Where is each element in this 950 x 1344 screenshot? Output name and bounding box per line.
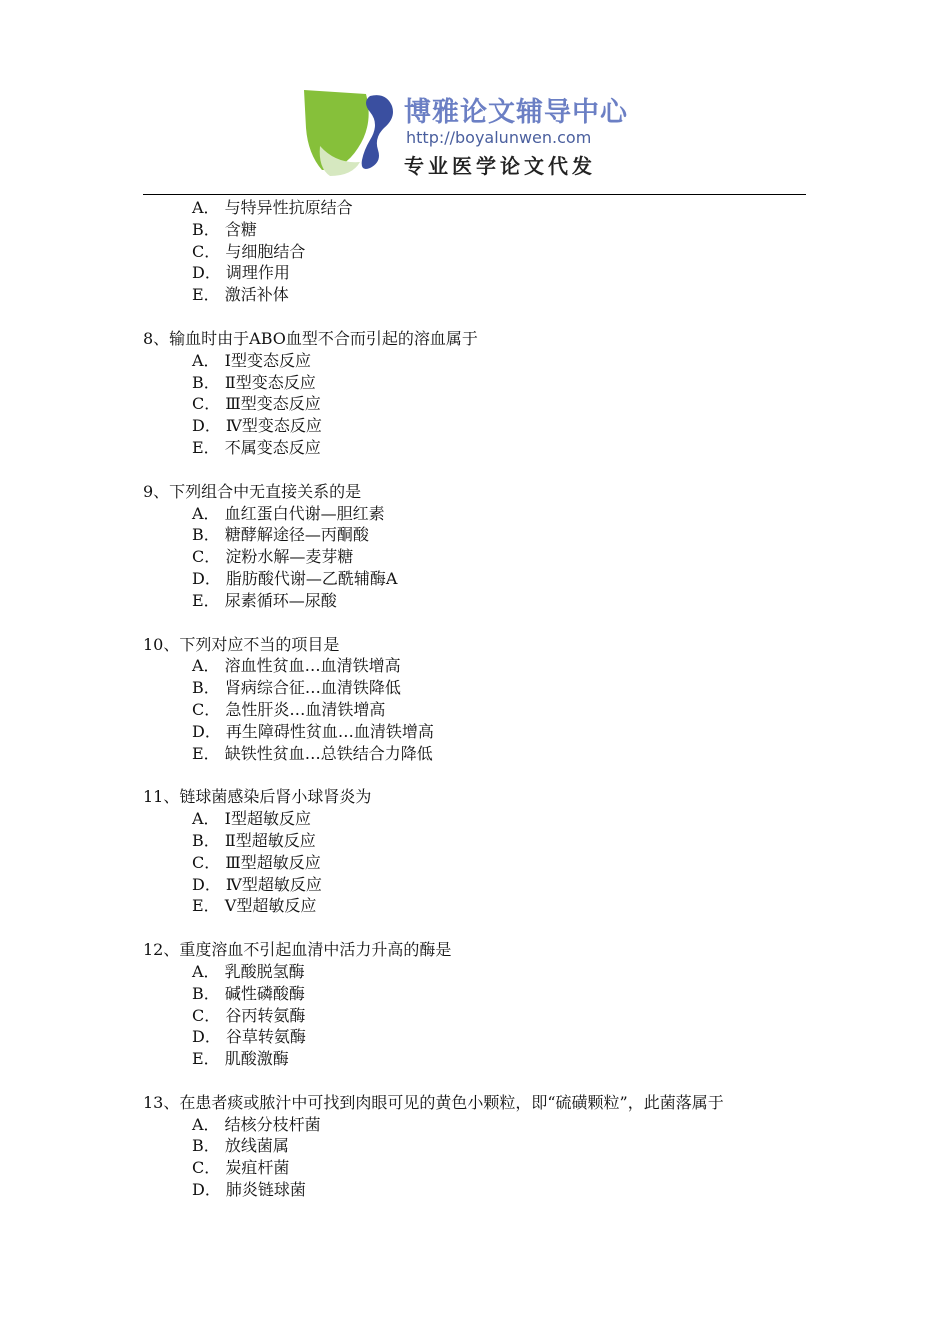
brand-name: 博雅论文辅导中心 <box>404 97 628 128</box>
option-d: D． 脂肪酸代谢—乙酰辅酶A <box>192 568 398 588</box>
option-a: A． 溶血性贫血…血清铁增高 <box>192 656 401 676</box>
option-d: D． 肺炎链球菌 <box>192 1180 306 1200</box>
header-divider <box>143 194 806 195</box>
question-11 <box>143 786 808 917</box>
option-b: B． 碱性磷酸酶 <box>192 983 305 1003</box>
question-9 <box>143 481 808 612</box>
option-b: B． 糖酵解途径—丙酮酸 <box>192 525 369 545</box>
question-12 <box>143 939 808 1070</box>
option-b: B． Ⅱ型超敏反应 <box>192 830 316 850</box>
option-b: B． 含糖 <box>192 219 257 239</box>
question-10 <box>143 634 808 765</box>
question-stem: 11、链球菌感染后肾小球肾炎为 <box>143 787 372 807</box>
option-e: E． Ⅴ型超敏反应 <box>192 896 317 916</box>
option-e: E． 缺铁性贫血…总铁结合力降低 <box>192 743 433 763</box>
brand-url[interactable]: http://boyalunwen.com <box>406 128 592 147</box>
option-e: E． 尿素循环—尿酸 <box>192 590 337 610</box>
option-a: A． 与特异性抗原结合 <box>192 198 353 217</box>
question-stem: 9、下列组合中无直接关系的是 <box>143 481 362 501</box>
option-e: E． 激活补体 <box>192 285 289 305</box>
option-b: B． Ⅱ型变态反应 <box>192 372 316 392</box>
option-d: D． 再生障碍性贫血…血清铁增高 <box>192 721 434 741</box>
option-c: C． 急性肝炎…血清铁增高 <box>192 699 386 719</box>
option-b: B． 放线菌属 <box>192 1136 289 1156</box>
question-list <box>143 197 808 1223</box>
option-b: B． 肾病综合征…血清铁降低 <box>192 678 401 698</box>
option-d: D． 调理作用 <box>192 263 290 283</box>
option-d: D． Ⅳ型变态反应 <box>192 416 322 436</box>
question-13 <box>143 1092 808 1201</box>
page-header <box>300 84 660 184</box>
option-a: A． 血红蛋白代谢—胆红素 <box>192 503 385 523</box>
option-c: C． 淀粉水解—麦芽糖 <box>192 547 354 567</box>
option-a: A． 乳酸脱氢酶 <box>192 961 305 981</box>
option-a: A． Ⅰ型超敏反应 <box>192 809 311 829</box>
option-c: C． Ⅲ型变态反应 <box>192 394 321 414</box>
option-c: C． 与细胞结合 <box>192 241 306 261</box>
option-e: E． 不属变态反应 <box>192 437 321 457</box>
question-7-continued <box>143 197 808 306</box>
brand-tagline: 专业医学论文代发 <box>404 154 596 178</box>
option-c: C． Ⅲ型超敏反应 <box>192 852 321 872</box>
question-stem: 8、输血时由于ABO血型不合而引起的溶血属于 <box>143 328 478 348</box>
option-e: E． 肌酸激酶 <box>192 1049 289 1069</box>
option-c: C． 谷丙转氨酶 <box>192 1005 306 1025</box>
option-c: C． 炭疽杆菌 <box>192 1158 290 1178</box>
option-d: D． 谷草转氨酶 <box>192 1027 306 1047</box>
option-a: A． 结核分枝杆菌 <box>192 1114 321 1134</box>
question-stem: 10、下列对应不当的项目是 <box>143 634 340 654</box>
brand-logo-icon <box>300 84 400 180</box>
question-8 <box>143 328 808 459</box>
question-stem: 12、重度溶血不引起血清中活力升高的酶是 <box>143 940 452 960</box>
question-stem: 13、在患者痰或脓汁中可找到肉眼可见的黄色小颗粒，即“硫磺颗粒”，此菌落属于 <box>143 1092 724 1112</box>
option-a: A． Ⅰ型变态反应 <box>192 350 311 370</box>
option-d: D． Ⅳ型超敏反应 <box>192 874 322 894</box>
